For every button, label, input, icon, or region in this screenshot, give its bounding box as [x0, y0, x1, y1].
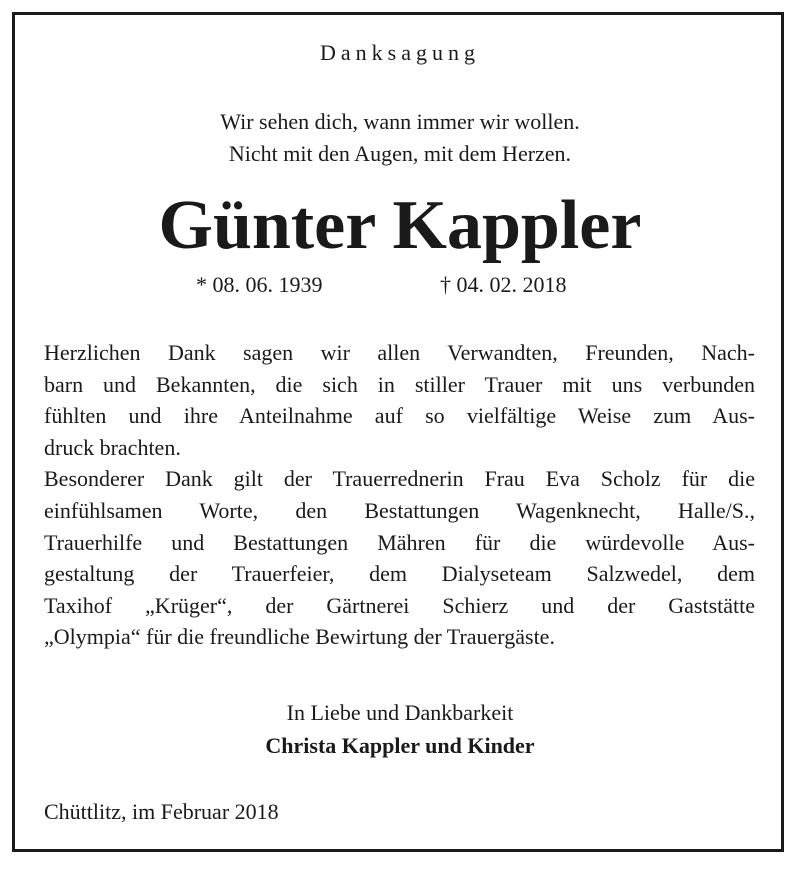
body-line: Herzlichen Dank sagen wir allen Verwandten, Freunden, Nach-	[44, 340, 755, 365]
body-line: einfühlsamen Worte, den Bestattungen Wagenknecht, Halle/S.,	[44, 497, 755, 523]
notice-heading: Danksagung	[320, 40, 480, 65]
body-line: „Olympia“ für die freundliche Bewirtung der Trauergäste.	[44, 624, 555, 650]
closing-line: In Liebe und Dankbarkeit	[286, 700, 514, 725]
body-line: gestaltung der Trauerfeier, dem Dialyseteam Salzwedel, dem	[44, 561, 755, 587]
body-line: Besonderer Dank gilt der Trauerrednerin Frau Eva Scholz für die	[44, 466, 755, 492]
motto-line-2: Nicht mit den Augen, mit dem Herzen.	[228, 141, 572, 166]
place-and-date: Chüttlitz, im Februar 2018	[44, 799, 279, 824]
body-line: Trauerhilfe und Bestattungen Mähren für die würdevolle Aus-	[44, 529, 755, 555]
birth-date: * 08. 06. 1939	[196, 272, 323, 297]
death-date: † 04. 02. 2018	[440, 272, 567, 297]
body-line: fühlten und ihre Anteilnahme auf so vielfältige Weise zum Aus-	[44, 403, 755, 429]
signature-names: Christa Kappler und Kinder	[265, 733, 535, 758]
body-line: Taxihof „Krüger“, der Gärtnerei Schierz und der Gaststätte	[44, 592, 755, 618]
thanks-body	[44, 337, 755, 653]
body-line: barn und Bekannten, die sich in stiller Trauer mit uns verbunden	[44, 371, 755, 397]
deceased-name: Günter Kappler	[158, 187, 642, 264]
body-line: druck brachten.	[44, 434, 181, 460]
motto-line-1: Wir sehen dich, wann immer wir wollen.	[220, 109, 580, 134]
